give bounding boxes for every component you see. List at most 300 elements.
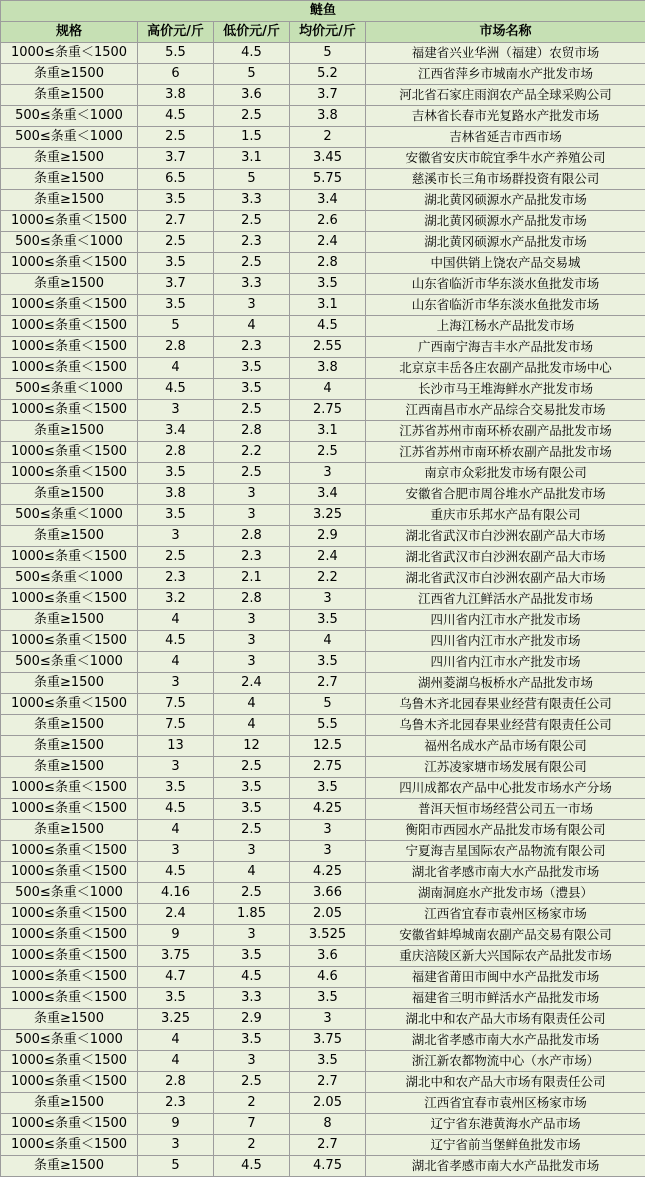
cell-low-price: 3.6 bbox=[214, 85, 290, 106]
cell-spec: 1000≤条重＜1500 bbox=[1, 778, 138, 799]
cell-high-price: 3.8 bbox=[138, 484, 214, 505]
cell-avg-price: 3.1 bbox=[290, 295, 366, 316]
cell-low-price: 3.3 bbox=[214, 190, 290, 211]
column-header-high-price: 高价元/斤 bbox=[138, 22, 214, 43]
cell-market: 安徽省安庆市皖宜季牛水产养殖公司 bbox=[366, 148, 645, 169]
cell-market: 长沙市马王堆海鲜水产批发市场 bbox=[366, 379, 645, 400]
cell-high-price: 3 bbox=[138, 841, 214, 862]
column-header-spec: 规格 bbox=[1, 22, 138, 43]
cell-high-price: 6 bbox=[138, 64, 214, 85]
cell-market: 中国供销上饶农产品交易城 bbox=[366, 253, 645, 274]
table-row bbox=[1, 148, 645, 169]
cell-market: 湖北省武汉市白沙洲农副产品大市场 bbox=[366, 568, 645, 589]
cell-spec: 条重≥1500 bbox=[1, 64, 138, 85]
cell-avg-price: 4.6 bbox=[290, 967, 366, 988]
cell-high-price: 3 bbox=[138, 757, 214, 778]
cell-high-price: 3.5 bbox=[138, 253, 214, 274]
cell-avg-price: 2.8 bbox=[290, 253, 366, 274]
cell-low-price: 3.5 bbox=[214, 379, 290, 400]
cell-market: 宁夏海吉星国际农产品物流有限公司 bbox=[366, 841, 645, 862]
cell-avg-price: 3 bbox=[290, 463, 366, 484]
cell-spec: 条重≥1500 bbox=[1, 274, 138, 295]
cell-high-price: 4.5 bbox=[138, 631, 214, 652]
cell-market: 湖北省孝感市南大水产品批发市场 bbox=[366, 1156, 645, 1177]
cell-high-price: 4.5 bbox=[138, 799, 214, 820]
cell-low-price: 4 bbox=[214, 694, 290, 715]
cell-avg-price: 3 bbox=[290, 820, 366, 841]
cell-avg-price: 3.4 bbox=[290, 190, 366, 211]
table-row bbox=[1, 883, 645, 904]
cell-high-price: 9 bbox=[138, 1114, 214, 1135]
cell-avg-price: 2.05 bbox=[290, 904, 366, 925]
cell-high-price: 3.5 bbox=[138, 778, 214, 799]
cell-high-price: 6.5 bbox=[138, 169, 214, 190]
cell-avg-price: 3.6 bbox=[290, 946, 366, 967]
table-row bbox=[1, 1114, 645, 1135]
cell-low-price: 3.5 bbox=[214, 946, 290, 967]
cell-low-price: 5 bbox=[214, 169, 290, 190]
cell-avg-price: 8 bbox=[290, 1114, 366, 1135]
cell-low-price: 2.5 bbox=[214, 883, 290, 904]
cell-low-price: 2.5 bbox=[214, 106, 290, 127]
table-row bbox=[1, 505, 645, 526]
cell-low-price: 1.85 bbox=[214, 904, 290, 925]
cell-high-price: 2.3 bbox=[138, 1093, 214, 1114]
cell-high-price: 3.8 bbox=[138, 85, 214, 106]
cell-avg-price: 3.75 bbox=[290, 1030, 366, 1051]
cell-high-price: 7.5 bbox=[138, 694, 214, 715]
table-row bbox=[1, 778, 645, 799]
cell-avg-price: 2.7 bbox=[290, 1072, 366, 1093]
cell-high-price: 3.5 bbox=[138, 295, 214, 316]
cell-avg-price: 12.5 bbox=[290, 736, 366, 757]
cell-avg-price: 2 bbox=[290, 127, 366, 148]
cell-market: 衡阳市西园水产品批发市场有限公司 bbox=[366, 820, 645, 841]
table-row bbox=[1, 694, 645, 715]
cell-market: 重庆涪陵区新大兴国际农产品批发市场 bbox=[366, 946, 645, 967]
cell-market: 江西省宜春市袁州区杨家市场 bbox=[366, 904, 645, 925]
cell-spec: 1000≤条重＜1500 bbox=[1, 631, 138, 652]
cell-market: 南京市众彩批发市场有限公司 bbox=[366, 463, 645, 484]
cell-low-price: 3.3 bbox=[214, 274, 290, 295]
cell-spec: 1000≤条重＜1500 bbox=[1, 43, 138, 64]
cell-spec: 1000≤条重＜1500 bbox=[1, 1114, 138, 1135]
cell-market: 河北省石家庄雨润农产品全球采购公司 bbox=[366, 85, 645, 106]
table-row bbox=[1, 610, 645, 631]
cell-high-price: 3 bbox=[138, 526, 214, 547]
cell-low-price: 4 bbox=[214, 715, 290, 736]
table-row bbox=[1, 232, 645, 253]
cell-spec: 条重≥1500 bbox=[1, 484, 138, 505]
cell-spec: 条重≥1500 bbox=[1, 526, 138, 547]
cell-high-price: 2.8 bbox=[138, 1072, 214, 1093]
table-row bbox=[1, 211, 645, 232]
cell-high-price: 3.4 bbox=[138, 421, 214, 442]
cell-low-price: 2.8 bbox=[214, 589, 290, 610]
table-row bbox=[1, 1009, 645, 1030]
cell-avg-price: 3.7 bbox=[290, 85, 366, 106]
cell-market: 北京京丰岳各庄农副产品批发市场中心 bbox=[366, 358, 645, 379]
table-row bbox=[1, 925, 645, 946]
cell-market: 湖北中和农产品大市场有限责任公司 bbox=[366, 1009, 645, 1030]
cell-spec: 500≤条重＜1000 bbox=[1, 652, 138, 673]
cell-avg-price: 3.5 bbox=[290, 274, 366, 295]
cell-low-price: 4 bbox=[214, 316, 290, 337]
cell-market: 湖北省孝感市南大水产品批发市场 bbox=[366, 862, 645, 883]
cell-avg-price: 2.4 bbox=[290, 232, 366, 253]
cell-market: 福建省三明市鲜活水产品批发市场 bbox=[366, 988, 645, 1009]
cell-avg-price: 4.25 bbox=[290, 799, 366, 820]
cell-spec: 500≤条重＜1000 bbox=[1, 1030, 138, 1051]
table-row bbox=[1, 568, 645, 589]
table-row bbox=[1, 316, 645, 337]
table-row bbox=[1, 988, 645, 1009]
cell-high-price: 3.5 bbox=[138, 988, 214, 1009]
cell-high-price: 3 bbox=[138, 1135, 214, 1156]
table-row bbox=[1, 484, 645, 505]
table-row bbox=[1, 820, 645, 841]
cell-low-price: 2.3 bbox=[214, 547, 290, 568]
cell-market: 湖北黄冈硕源水产品批发市场 bbox=[366, 232, 645, 253]
cell-market: 江西省萍乡市城南水产批发市场 bbox=[366, 64, 645, 85]
cell-low-price: 2 bbox=[214, 1093, 290, 1114]
cell-low-price: 3.5 bbox=[214, 799, 290, 820]
cell-high-price: 2.5 bbox=[138, 547, 214, 568]
cell-high-price: 3.5 bbox=[138, 463, 214, 484]
cell-market: 重庆市乐邦水产品有限公司 bbox=[366, 505, 645, 526]
cell-spec: 1000≤条重＜1500 bbox=[1, 862, 138, 883]
cell-high-price: 9 bbox=[138, 925, 214, 946]
cell-high-price: 2.8 bbox=[138, 442, 214, 463]
cell-low-price: 2.8 bbox=[214, 526, 290, 547]
cell-low-price: 3.5 bbox=[214, 358, 290, 379]
cell-spec: 条重≥1500 bbox=[1, 421, 138, 442]
cell-low-price: 2.5 bbox=[214, 757, 290, 778]
cell-market: 福建省莆田市闽中水产品批发市场 bbox=[366, 967, 645, 988]
table-row bbox=[1, 1156, 645, 1177]
cell-low-price: 5 bbox=[214, 64, 290, 85]
cell-market: 江西省宜春市袁州区杨家市场 bbox=[366, 1093, 645, 1114]
table-row bbox=[1, 526, 645, 547]
table-row bbox=[1, 715, 645, 736]
cell-market: 四川省内江市水产批发市场 bbox=[366, 631, 645, 652]
cell-market: 山东省临沂市华东淡水鱼批发市场 bbox=[366, 274, 645, 295]
table-row bbox=[1, 64, 645, 85]
cell-avg-price: 5.75 bbox=[290, 169, 366, 190]
table-row bbox=[1, 400, 645, 421]
table-row bbox=[1, 85, 645, 106]
table-title-row bbox=[1, 1, 645, 22]
table-row bbox=[1, 652, 645, 673]
cell-low-price: 2.5 bbox=[214, 253, 290, 274]
table-row bbox=[1, 967, 645, 988]
cell-low-price: 2.5 bbox=[214, 211, 290, 232]
cell-market: 江苏凌家塘市场发展有限公司 bbox=[366, 757, 645, 778]
column-header-low-price: 低价元/斤 bbox=[214, 22, 290, 43]
cell-low-price: 2.4 bbox=[214, 673, 290, 694]
cell-high-price: 2.8 bbox=[138, 337, 214, 358]
table-row bbox=[1, 799, 645, 820]
table-row bbox=[1, 841, 645, 862]
cell-market: 江西南昌市水产品综合交易批发市场 bbox=[366, 400, 645, 421]
cell-spec: 1000≤条重＜1500 bbox=[1, 841, 138, 862]
cell-low-price: 4 bbox=[214, 862, 290, 883]
cell-avg-price: 2.6 bbox=[290, 211, 366, 232]
cell-avg-price: 5.2 bbox=[290, 64, 366, 85]
cell-low-price: 2.1 bbox=[214, 568, 290, 589]
cell-avg-price: 3.5 bbox=[290, 778, 366, 799]
cell-avg-price: 4.75 bbox=[290, 1156, 366, 1177]
cell-low-price: 2.8 bbox=[214, 421, 290, 442]
cell-low-price: 3 bbox=[214, 631, 290, 652]
cell-spec: 1000≤条重＜1500 bbox=[1, 358, 138, 379]
cell-avg-price: 3.1 bbox=[290, 421, 366, 442]
cell-low-price: 2.3 bbox=[214, 232, 290, 253]
table-row bbox=[1, 169, 645, 190]
cell-market: 吉林省长春市光复路水产批发市场 bbox=[366, 106, 645, 127]
cell-avg-price: 3.5 bbox=[290, 610, 366, 631]
table-row bbox=[1, 442, 645, 463]
cell-avg-price: 4 bbox=[290, 631, 366, 652]
cell-low-price: 3 bbox=[214, 505, 290, 526]
table-row bbox=[1, 127, 645, 148]
cell-market: 浙江新农都物流中心（水产市场） bbox=[366, 1051, 645, 1072]
cell-spec: 1000≤条重＜1500 bbox=[1, 946, 138, 967]
table-row bbox=[1, 736, 645, 757]
cell-high-price: 4.5 bbox=[138, 106, 214, 127]
cell-avg-price: 3 bbox=[290, 841, 366, 862]
cell-spec: 1000≤条重＜1500 bbox=[1, 442, 138, 463]
cell-spec: 1000≤条重＜1500 bbox=[1, 547, 138, 568]
cell-spec: 1000≤条重＜1500 bbox=[1, 967, 138, 988]
cell-low-price: 2.5 bbox=[214, 820, 290, 841]
cell-high-price: 4 bbox=[138, 610, 214, 631]
cell-high-price: 3 bbox=[138, 673, 214, 694]
cell-avg-price: 4.5 bbox=[290, 316, 366, 337]
table-row bbox=[1, 1072, 645, 1093]
cell-avg-price: 2.75 bbox=[290, 757, 366, 778]
table-title: 鲢鱼 bbox=[1, 1, 645, 22]
cell-high-price: 2.7 bbox=[138, 211, 214, 232]
table-row bbox=[1, 1051, 645, 1072]
column-header-avg-price: 均价元/斤 bbox=[290, 22, 366, 43]
table-row bbox=[1, 295, 645, 316]
cell-spec: 500≤条重＜1000 bbox=[1, 232, 138, 253]
cell-avg-price: 3.25 bbox=[290, 505, 366, 526]
table-row bbox=[1, 547, 645, 568]
cell-high-price: 4 bbox=[138, 1051, 214, 1072]
cell-spec: 1000≤条重＜1500 bbox=[1, 337, 138, 358]
cell-high-price: 3.25 bbox=[138, 1009, 214, 1030]
cell-market: 安徽省合肥市周谷堆水产品批发市场 bbox=[366, 484, 645, 505]
cell-spec: 条重≥1500 bbox=[1, 148, 138, 169]
cell-low-price: 3 bbox=[214, 1051, 290, 1072]
cell-high-price: 2.5 bbox=[138, 232, 214, 253]
cell-high-price: 3.7 bbox=[138, 148, 214, 169]
cell-low-price: 12 bbox=[214, 736, 290, 757]
cell-market: 四川省内江市水产批发市场 bbox=[366, 652, 645, 673]
cell-high-price: 5.5 bbox=[138, 43, 214, 64]
cell-avg-price: 2.7 bbox=[290, 1135, 366, 1156]
cell-avg-price: 3.8 bbox=[290, 106, 366, 127]
cell-market: 辽宁省前当堡鲜鱼批发市场 bbox=[366, 1135, 645, 1156]
table-row bbox=[1, 106, 645, 127]
cell-spec: 500≤条重＜1000 bbox=[1, 106, 138, 127]
cell-low-price: 2.9 bbox=[214, 1009, 290, 1030]
table-row bbox=[1, 589, 645, 610]
cell-market: 吉林省延吉市西市场 bbox=[366, 127, 645, 148]
cell-avg-price: 3 bbox=[290, 1009, 366, 1030]
cell-low-price: 3 bbox=[214, 295, 290, 316]
cell-low-price: 2 bbox=[214, 1135, 290, 1156]
cell-low-price: 3.5 bbox=[214, 1030, 290, 1051]
cell-low-price: 2.2 bbox=[214, 442, 290, 463]
column-header-market: 市场名称 bbox=[366, 22, 645, 43]
cell-high-price: 3 bbox=[138, 400, 214, 421]
cell-low-price: 3.5 bbox=[214, 778, 290, 799]
cell-high-price: 4 bbox=[138, 358, 214, 379]
cell-low-price: 7 bbox=[214, 1114, 290, 1135]
cell-market: 湖州菱湖乌板桥水产品批发市场 bbox=[366, 673, 645, 694]
cell-low-price: 2.3 bbox=[214, 337, 290, 358]
cell-market: 普洱天恒市场经营公司五一市场 bbox=[366, 799, 645, 820]
cell-market: 湖北黄冈硕源水产品批发市场 bbox=[366, 190, 645, 211]
cell-market: 湖北黄冈硕源水产品批发市场 bbox=[366, 211, 645, 232]
cell-avg-price: 3.5 bbox=[290, 652, 366, 673]
cell-high-price: 5 bbox=[138, 1156, 214, 1177]
cell-market: 辽宁省东港黄海水产品市场 bbox=[366, 1114, 645, 1135]
table-row bbox=[1, 358, 645, 379]
cell-high-price: 2.5 bbox=[138, 127, 214, 148]
cell-high-price: 4.5 bbox=[138, 862, 214, 883]
table-row bbox=[1, 1030, 645, 1051]
cell-avg-price: 4 bbox=[290, 379, 366, 400]
cell-market: 四川省内江市水产批发市场 bbox=[366, 610, 645, 631]
cell-market: 湖北省孝感市南大水产品批发市场 bbox=[366, 1030, 645, 1051]
cell-low-price: 3 bbox=[214, 841, 290, 862]
cell-avg-price: 2.9 bbox=[290, 526, 366, 547]
cell-market: 湖南洞庭水产批发市场（澧县） bbox=[366, 883, 645, 904]
cell-high-price: 3.7 bbox=[138, 274, 214, 295]
cell-high-price: 4.16 bbox=[138, 883, 214, 904]
cell-avg-price: 3.45 bbox=[290, 148, 366, 169]
cell-market: 广西南宁海吉丰水产品批发市场 bbox=[366, 337, 645, 358]
cell-low-price: 3.1 bbox=[214, 148, 290, 169]
cell-market: 湖北省武汉市白沙洲农副产品大市场 bbox=[366, 526, 645, 547]
cell-high-price: 2.3 bbox=[138, 568, 214, 589]
cell-spec: 1000≤条重＜1500 bbox=[1, 1051, 138, 1072]
cell-avg-price: 3.5 bbox=[290, 988, 366, 1009]
cell-avg-price: 2.5 bbox=[290, 442, 366, 463]
cell-high-price: 5 bbox=[138, 316, 214, 337]
table-row bbox=[1, 337, 645, 358]
cell-market: 福建省兴业华洲（福建）农贸市场 bbox=[366, 43, 645, 64]
table-body bbox=[1, 43, 645, 1177]
cell-low-price: 4.5 bbox=[214, 1156, 290, 1177]
cell-low-price: 1.5 bbox=[214, 127, 290, 148]
cell-avg-price: 2.05 bbox=[290, 1093, 366, 1114]
cell-spec: 1000≤条重＜1500 bbox=[1, 463, 138, 484]
cell-avg-price: 2.2 bbox=[290, 568, 366, 589]
cell-avg-price: 5 bbox=[290, 694, 366, 715]
table-header-row bbox=[1, 22, 645, 43]
cell-spec: 500≤条重＜1000 bbox=[1, 127, 138, 148]
table-row bbox=[1, 379, 645, 400]
table-row bbox=[1, 274, 645, 295]
table-row bbox=[1, 757, 645, 778]
cell-market: 福州名成水产品市场有限公司 bbox=[366, 736, 645, 757]
cell-spec: 条重≥1500 bbox=[1, 715, 138, 736]
cell-high-price: 13 bbox=[138, 736, 214, 757]
cell-spec: 1000≤条重＜1500 bbox=[1, 295, 138, 316]
cell-spec: 1000≤条重＜1500 bbox=[1, 904, 138, 925]
cell-avg-price: 2.75 bbox=[290, 400, 366, 421]
cell-high-price: 3.2 bbox=[138, 589, 214, 610]
cell-spec: 1000≤条重＜1500 bbox=[1, 1135, 138, 1156]
cell-market: 乌鲁木齐北园春果业经营有限责任公司 bbox=[366, 694, 645, 715]
cell-spec: 条重≥1500 bbox=[1, 1093, 138, 1114]
cell-low-price: 3 bbox=[214, 610, 290, 631]
table-row bbox=[1, 253, 645, 274]
cell-market: 湖北省武汉市白沙洲农副产品大市场 bbox=[366, 547, 645, 568]
cell-market: 安徽省蚌埠城南农副产品交易有限公司 bbox=[366, 925, 645, 946]
cell-high-price: 3.5 bbox=[138, 190, 214, 211]
cell-high-price: 3.5 bbox=[138, 505, 214, 526]
cell-spec: 1000≤条重＜1500 bbox=[1, 253, 138, 274]
cell-spec: 500≤条重＜1000 bbox=[1, 883, 138, 904]
cell-market: 江苏省苏州市南环桥农副产品批发市场 bbox=[366, 442, 645, 463]
cell-spec: 1000≤条重＜1500 bbox=[1, 925, 138, 946]
table-row bbox=[1, 1135, 645, 1156]
cell-avg-price: 3.5 bbox=[290, 1051, 366, 1072]
cell-spec: 1000≤条重＜1500 bbox=[1, 1072, 138, 1093]
cell-high-price: 4 bbox=[138, 820, 214, 841]
cell-low-price: 2.5 bbox=[214, 1072, 290, 1093]
cell-low-price: 4.5 bbox=[214, 967, 290, 988]
cell-high-price: 4.5 bbox=[138, 379, 214, 400]
cell-high-price: 7.5 bbox=[138, 715, 214, 736]
cell-spec: 500≤条重＜1000 bbox=[1, 505, 138, 526]
cell-spec: 条重≥1500 bbox=[1, 673, 138, 694]
cell-spec: 1000≤条重＜1500 bbox=[1, 694, 138, 715]
table-row bbox=[1, 190, 645, 211]
cell-low-price: 2.5 bbox=[214, 400, 290, 421]
cell-low-price: 3 bbox=[214, 652, 290, 673]
cell-avg-price: 3.66 bbox=[290, 883, 366, 904]
cell-avg-price: 3.8 bbox=[290, 358, 366, 379]
table-row bbox=[1, 946, 645, 967]
cell-spec: 条重≥1500 bbox=[1, 190, 138, 211]
cell-spec: 条重≥1500 bbox=[1, 757, 138, 778]
table-row bbox=[1, 673, 645, 694]
cell-spec: 1000≤条重＜1500 bbox=[1, 589, 138, 610]
table-row bbox=[1, 904, 645, 925]
cell-avg-price: 5 bbox=[290, 43, 366, 64]
cell-market: 四川成都农产品中心批发市场水产分场 bbox=[366, 778, 645, 799]
table-row bbox=[1, 463, 645, 484]
cell-spec: 条重≥1500 bbox=[1, 1156, 138, 1177]
cell-avg-price: 3.4 bbox=[290, 484, 366, 505]
cell-spec: 1000≤条重＜1500 bbox=[1, 988, 138, 1009]
cell-market: 山东省临沂市华东淡水鱼批发市场 bbox=[366, 295, 645, 316]
cell-avg-price: 3 bbox=[290, 589, 366, 610]
cell-spec: 1000≤条重＜1500 bbox=[1, 211, 138, 232]
cell-spec: 条重≥1500 bbox=[1, 85, 138, 106]
table-row bbox=[1, 862, 645, 883]
table-row bbox=[1, 1093, 645, 1114]
cell-spec: 500≤条重＜1000 bbox=[1, 568, 138, 589]
cell-spec: 1000≤条重＜1500 bbox=[1, 400, 138, 421]
